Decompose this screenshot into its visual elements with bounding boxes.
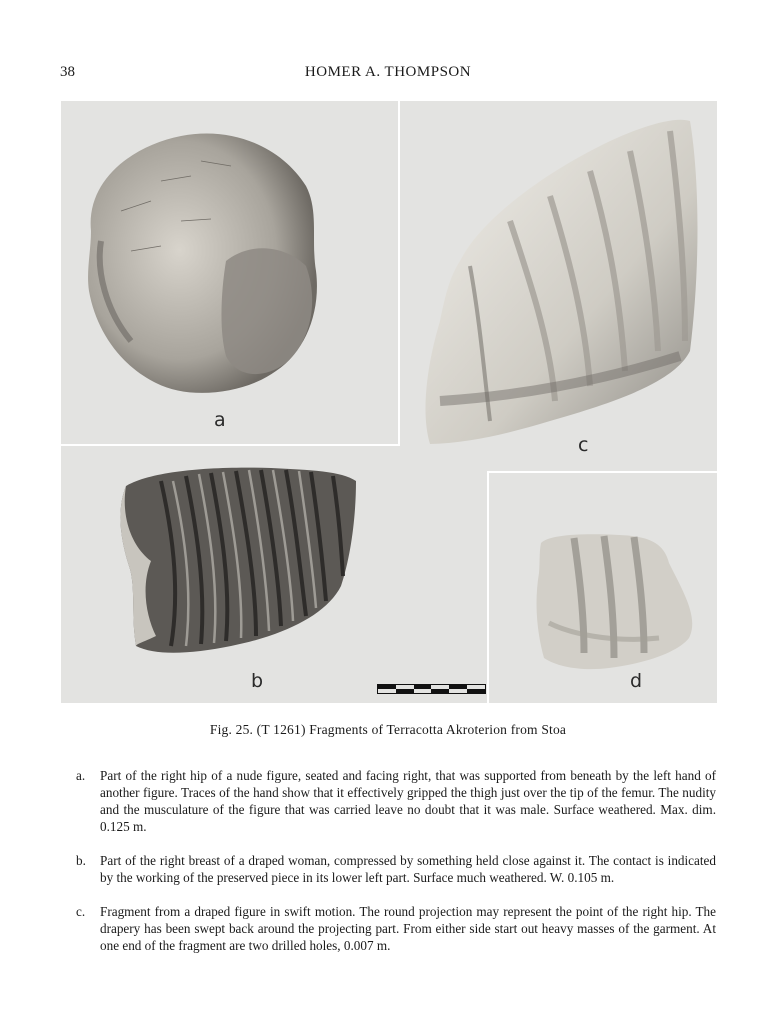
fragment-b-photo — [61, 446, 487, 703]
note-c — [60, 903, 716, 954]
page-number: 38 — [60, 64, 75, 80]
panel-a-label: a — [214, 409, 226, 431]
panel-d — [489, 473, 717, 703]
panel-d-label: d — [630, 670, 643, 692]
scale-bar — [377, 684, 486, 694]
note-letter: c. — [76, 904, 86, 919]
fragment-d-photo — [489, 473, 717, 703]
panel-b-label: b — [251, 670, 264, 692]
panel-c-label: c — [578, 434, 589, 456]
note-a — [60, 767, 716, 835]
panel-c — [400, 101, 717, 471]
fragment-a-photo — [61, 101, 398, 444]
catalogue-notes — [60, 767, 716, 971]
panel-a — [61, 101, 398, 444]
fragment-c-photo — [400, 101, 717, 471]
running-head: HOMER A. THOMPSON — [304, 64, 472, 80]
note-text: Part of the right hip of a nude figure, seated and facing right, that was supported from beneath by the left hand of another figure. Traces of the hand show that it effectively gripped the thigh just over the tip of the femur. The nudity and the musculature of the figure that was carried leave no doubt that it was male. Surface weathered. Max. dim. 0.125 m. — [100, 768, 716, 834]
note-text: Part of the right breast of a draped woman, compressed by something held close against it. The contact is indicated by the working of the preserved piece in its lower left part. Surface much weathered. W. 0.105 m. — [100, 853, 716, 885]
note-letter: a. — [76, 768, 86, 783]
panel-b — [61, 446, 487, 703]
note-letter: b. — [76, 853, 86, 868]
figure-plate — [61, 101, 717, 703]
page-header — [60, 64, 716, 84]
note-text: Fragment from a draped figure in swift motion. The round projection may represent the point of the right hip. The drapery has been swept back around the projecting part. From either side start out heavy masses of the garment. At one end of the fragment are two drilled holes, 0.007 m. — [100, 904, 716, 953]
note-b — [60, 852, 716, 886]
figure-caption: Fig. 25. (T 1261) Fragments of Terracotta Akroterion from Stoa — [209, 722, 567, 737]
